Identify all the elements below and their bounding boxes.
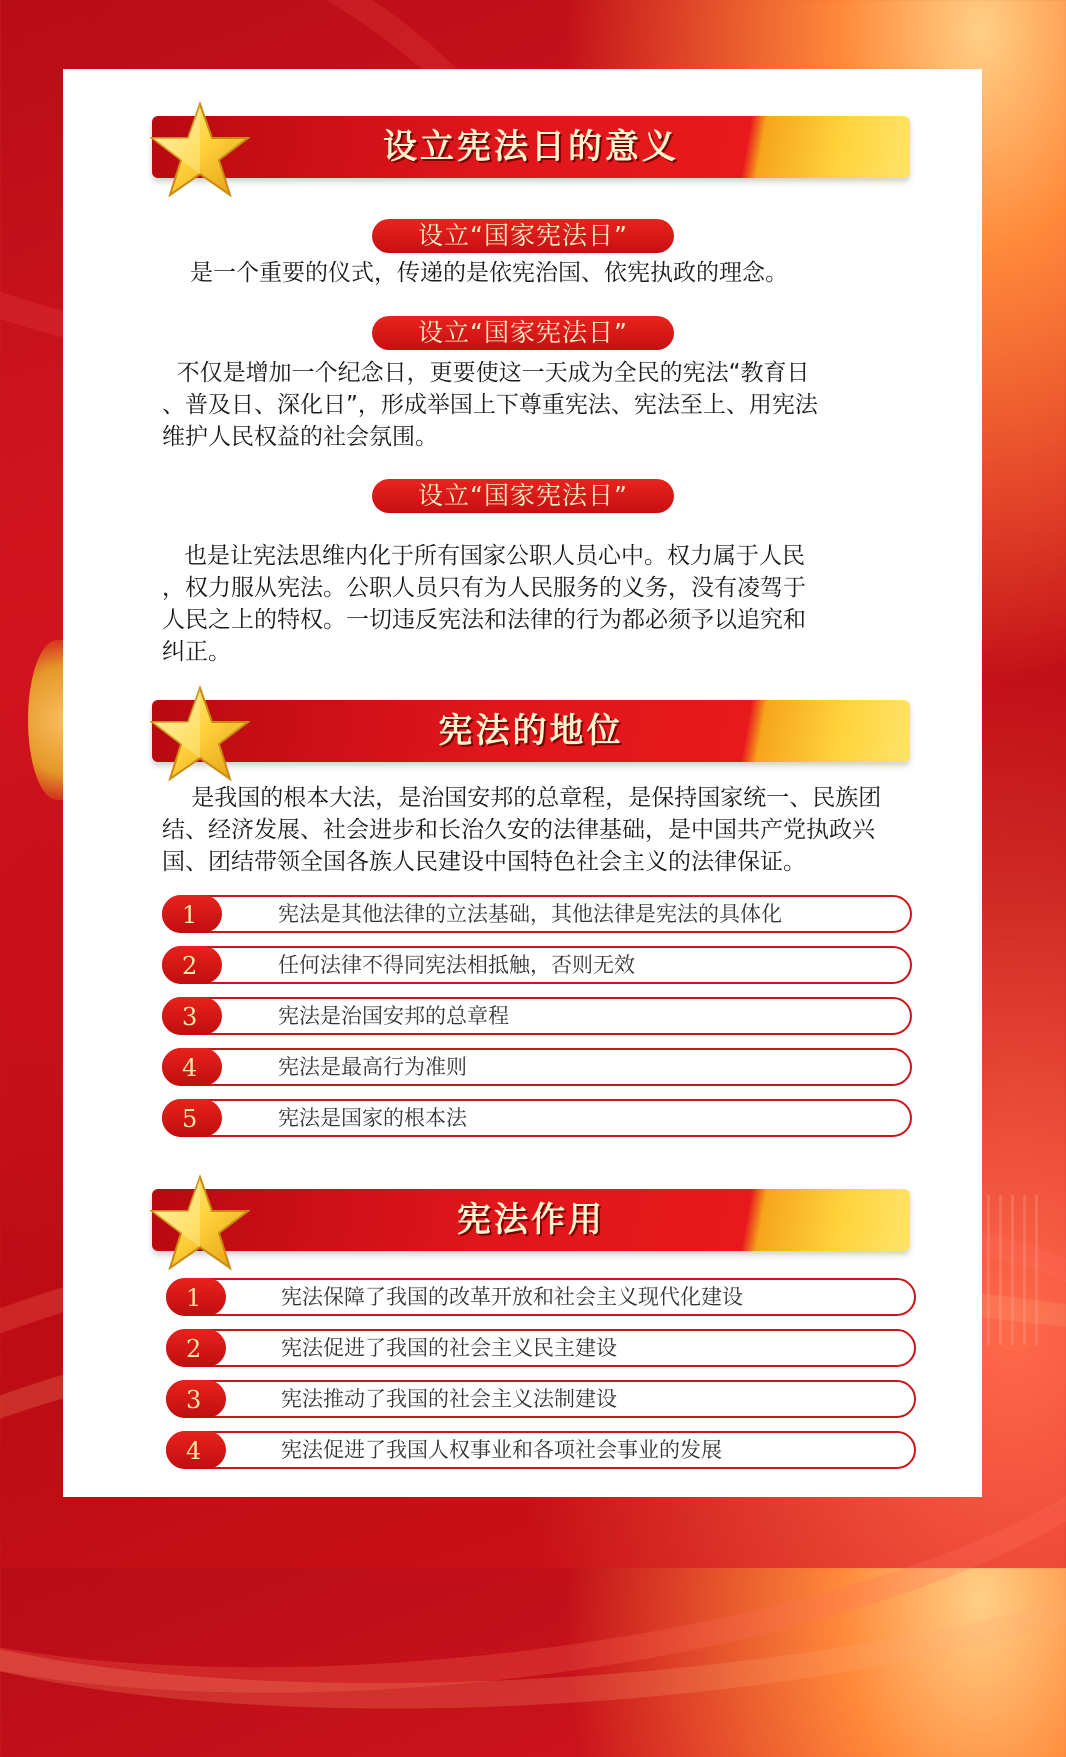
item-number: 5	[182, 1105, 198, 1133]
item-number: 2	[186, 1335, 202, 1363]
item-text: 宪法是治国安邦的总章程	[278, 1004, 509, 1028]
item-text: 宪法保障了我国的改革开放和社会主义现代化建设	[281, 1285, 743, 1309]
list-item	[162, 1099, 912, 1137]
list-item	[166, 1278, 916, 1316]
list-item	[166, 1329, 916, 1367]
section-banner-status	[152, 694, 910, 764]
pill-label: 设立“国家宪法日”	[372, 479, 674, 513]
paragraph-line: 也是让宪法思维内化于所有国家公职人员心中。权力属于人民	[162, 543, 805, 569]
paragraph: 是一个重要的仪式，传递的是依宪治国、依宪执政的理念。	[190, 260, 788, 286]
star-icon	[150, 684, 250, 784]
star-icon	[150, 1173, 250, 1273]
paragraph-line: 结、经济发展、社会进步和长治久安的法律基础，是中国共产党执政兴	[162, 817, 875, 843]
item-text: 宪法推动了我国的社会主义法制建设	[281, 1387, 617, 1411]
section-title: 宪法的地位	[438, 711, 624, 751]
paragraph-line: ，权力服从宪法。公职人员只有为人民服务的义务，没有凌驾于	[162, 575, 806, 601]
list-item	[162, 1048, 912, 1086]
item-outline	[162, 997, 912, 1035]
paragraph-line: 维护人民权益的社会氛围。	[162, 424, 438, 450]
section-banner-meaning	[152, 110, 910, 180]
item-number: 1	[186, 1284, 202, 1312]
list-item	[166, 1380, 916, 1418]
paragraph-line: 、普及日、深化日”，形成举国上下尊重宪法、宪法至上、用宪法	[162, 392, 818, 418]
item-text: 宪法是最高行为准则	[278, 1055, 467, 1079]
paragraph-line: 国、团结带领全国各族人民建设中国特色社会主义的法律保证。	[162, 849, 806, 875]
list-item	[162, 946, 912, 984]
item-number: 2	[182, 952, 198, 980]
item-text: 宪法促进了我国的社会主义民主建设	[281, 1336, 617, 1360]
section-title: 设立宪法日的意义	[383, 127, 679, 167]
item-text: 宪法促进了我国人权事业和各项社会事业的发展	[281, 1438, 722, 1462]
item-number: 4	[182, 1054, 198, 1082]
item-text: 宪法是国家的根本法	[278, 1106, 467, 1130]
list-item	[162, 895, 912, 933]
item-outline	[162, 1048, 912, 1086]
item-outline	[162, 1099, 912, 1137]
item-number: 3	[186, 1386, 202, 1414]
paragraph-line: 人民之上的特权。一切违反宪法和法律的行为都必须予以追究和	[162, 607, 806, 633]
list-item	[162, 997, 912, 1035]
list-item	[166, 1431, 916, 1469]
item-number: 3	[182, 1003, 198, 1031]
paragraph-line: 纠正。	[162, 639, 231, 665]
section-title: 宪法作用	[457, 1200, 605, 1240]
item-number: 4	[186, 1437, 202, 1465]
great-wall-decoration	[975, 1195, 1045, 1345]
item-number: 1	[182, 901, 198, 929]
paragraph-line: 是我国的根本大法，是治国安邦的总章程，是保持国家统一、民族团	[162, 785, 882, 811]
pill-label: 设立“国家宪法日”	[372, 316, 674, 350]
item-text: 任何法律不得同宪法相抵触，否则无效	[278, 953, 635, 977]
pill-label: 设立“国家宪法日”	[372, 219, 674, 253]
star-icon	[150, 100, 250, 200]
item-text: 宪法是其他法律的立法基础，其他法律是宪法的具体化	[278, 902, 782, 926]
section-banner-function	[152, 1183, 910, 1253]
paragraph-line: 不仅是增加一个纪念日，更要使这一天成为全民的宪法“教育日	[162, 360, 810, 386]
